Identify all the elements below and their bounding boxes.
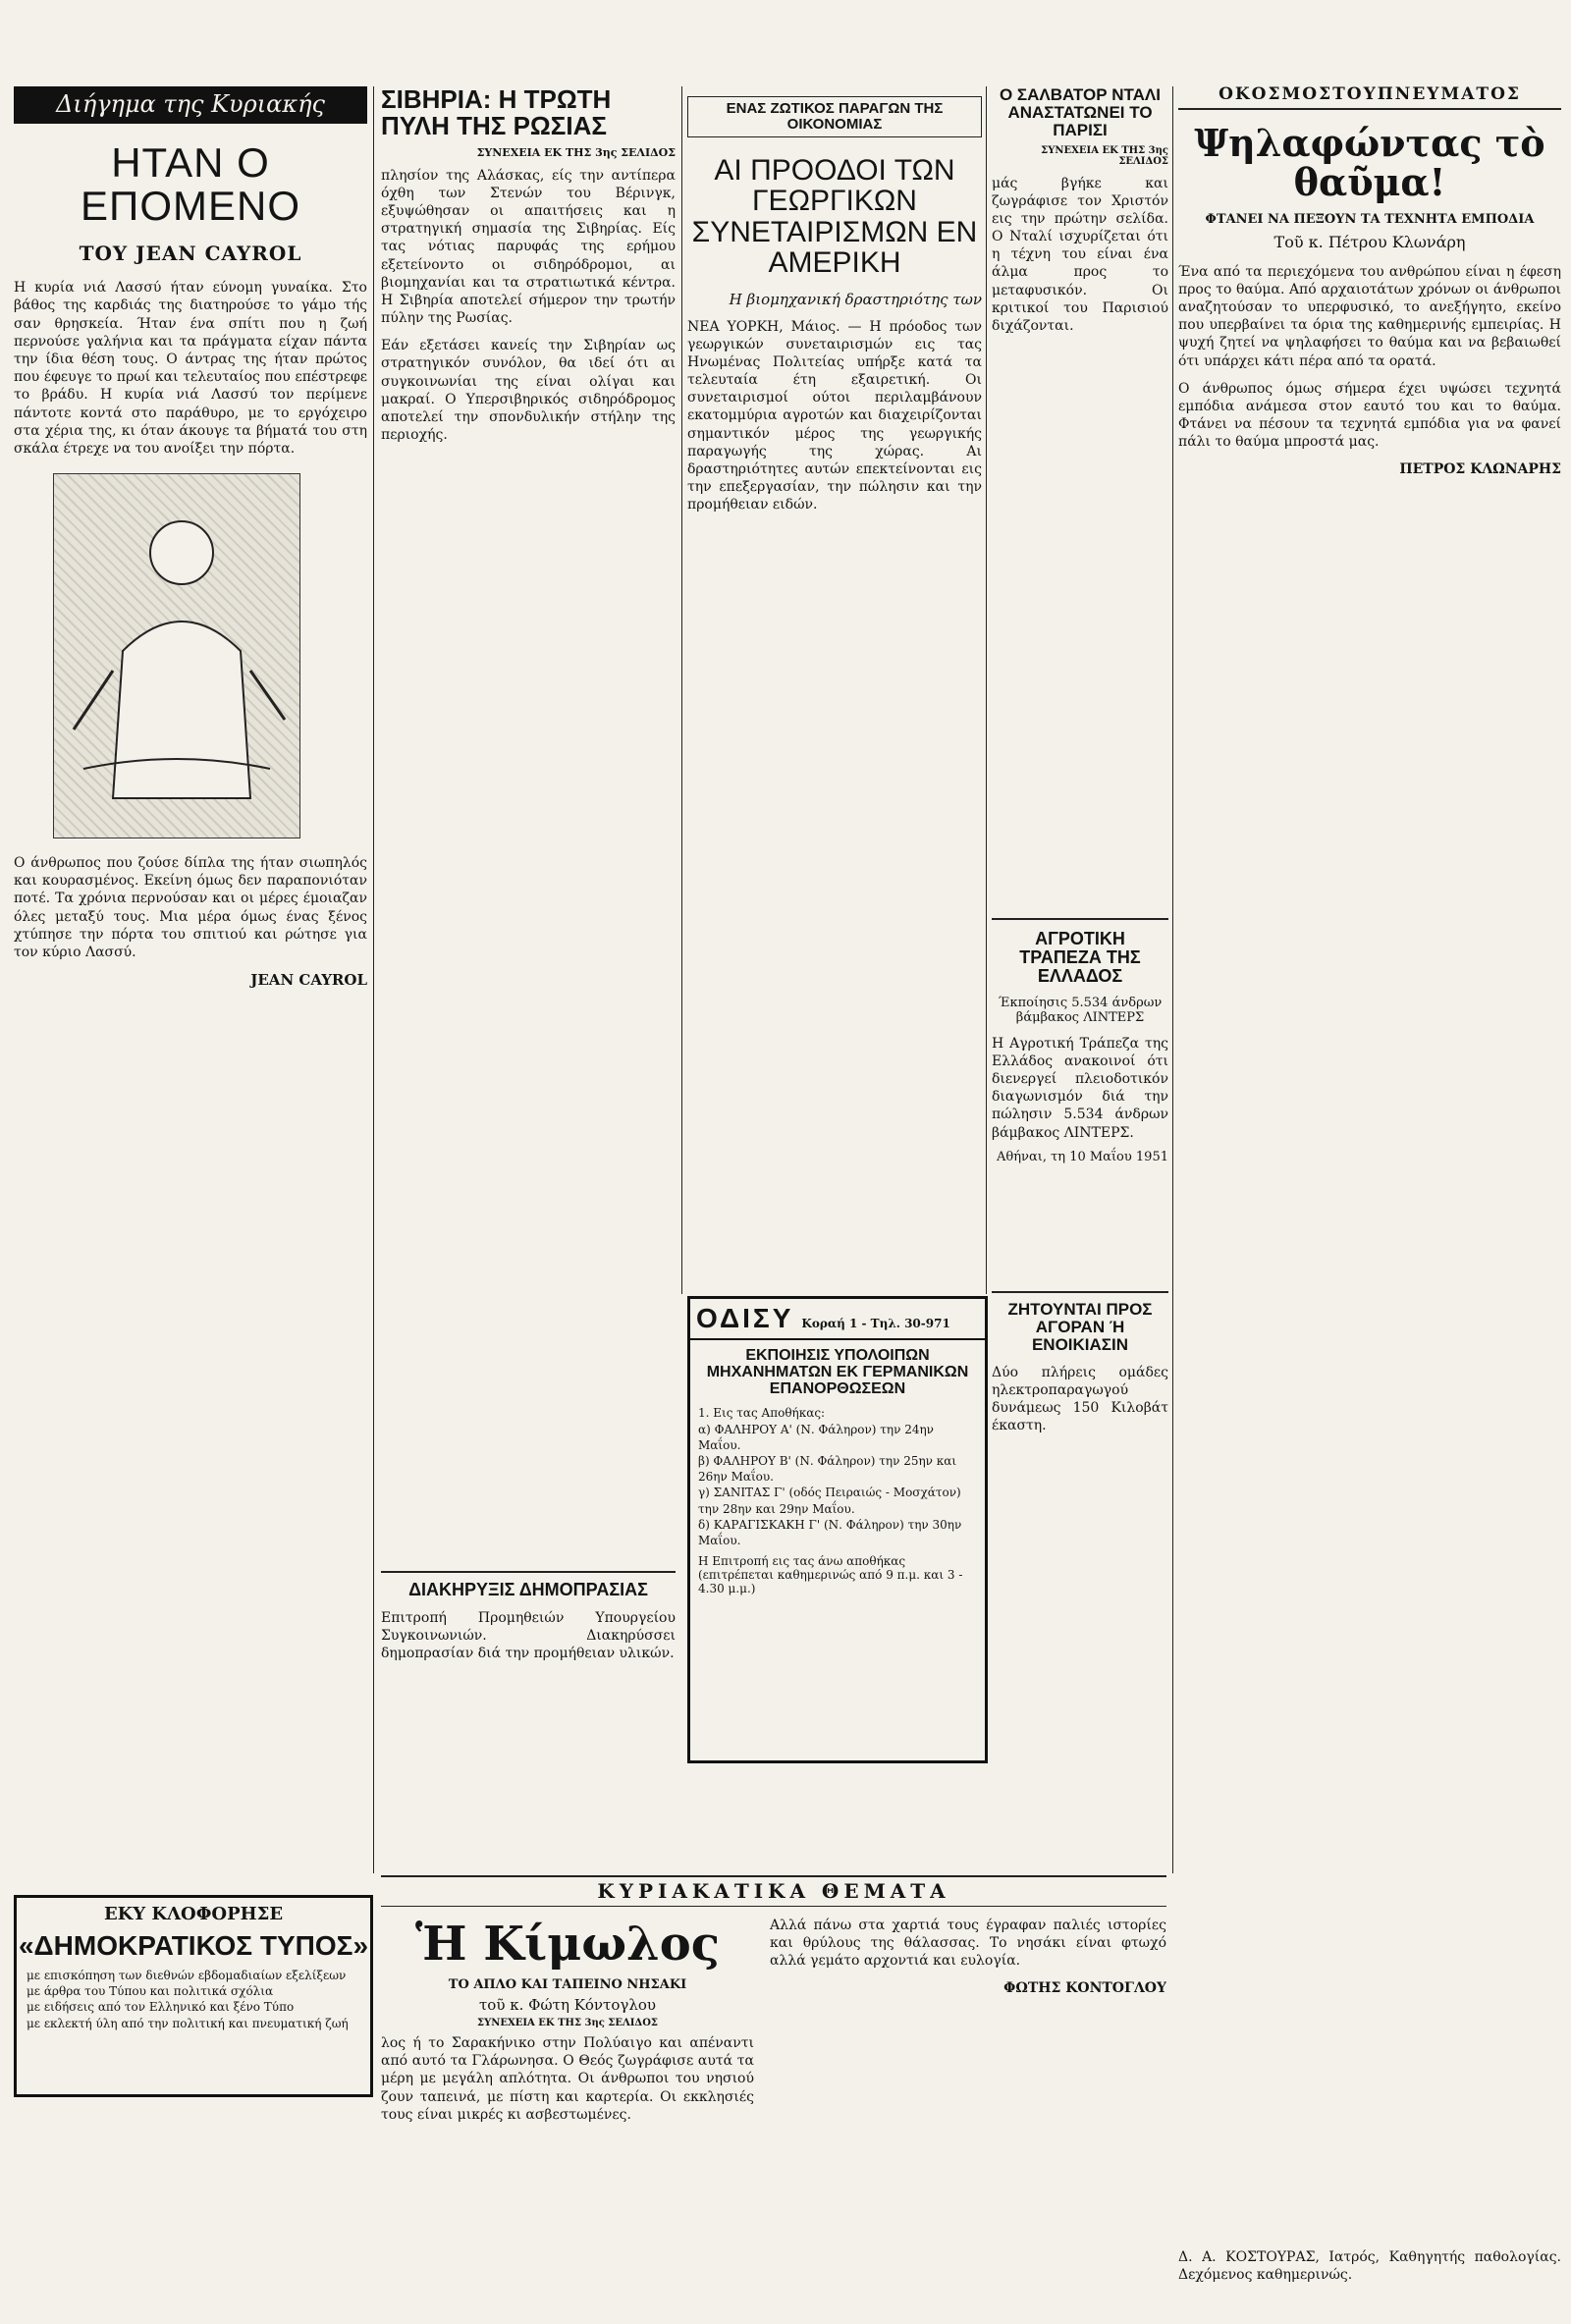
kimolos-title: Ἡ Κίμωλος xyxy=(415,1917,720,1972)
story-banner xyxy=(14,86,367,124)
spirit-banner: ΟΚΟΣΜΟΣΤΟΥΠΝΕΥΜΑΤΟΣ xyxy=(1178,86,1561,110)
dimokratikos-item: με άρθρα του Τύπου και πολιτικά σχόλια xyxy=(27,1984,274,1999)
doctor-notice-body: Δ. Α. ΚΟΣΤΟΥΡΑΣ, Ιατρός, Καθηγητής παθολογίας. Δεχόμενος καθημερινώς. xyxy=(1178,2249,1561,2284)
auction-body: Επιτροπή Προμηθειών Υπουργείου Συγκοινωνιών. Διακηρύσσει δημοπρασίαν διά την προμήθειαν υλικών. xyxy=(381,1609,676,1662)
auction-notice xyxy=(381,1571,676,1858)
cooperatives-article xyxy=(687,96,982,1294)
spirit-article xyxy=(1178,86,1561,1873)
story-signature: JEAN CAYROL xyxy=(250,971,367,990)
spirit-body-2: Ο άνθρωπος όμως σήμερα έχει υψώσει τεχνητά εμπόδια ανάμεσα στον εαυτό του και το θαύμα. Φτάνει να πέσουν τα τεχνητά εμπόδια για να φανεί πάλι το θαύμα μπροστά μας. xyxy=(1178,380,1561,451)
kimolos-byline: τοῦ κ. Φώτη Κόντογλου xyxy=(478,1996,656,2014)
kimolos-body-2: Αλλά πάνω στα χαρτιά τους έγραφαν παλιές ιστορίες και θρύλους της θάλασσας. Το νησάκι είναι φτωχό αλλά γεμάτο αρχοντιά και ευλογία. xyxy=(770,1918,1166,1970)
story-title: ΗΤΑΝ Ο ΕΠΟΜΕΝΟ xyxy=(80,139,300,230)
illustration-figure-icon xyxy=(54,474,299,838)
story-illustration xyxy=(53,473,300,838)
odisy-title: ΕΚΠΟΙΗΣΙΣ ΥΠΟΛΟΙΠΩΝ ΜΗΧΑΝΗΜΑΤΩΝ ΕΚ ΓΕΡΜΑΝΙΚΩΝ ΕΠΑΝΟΡΘΩΣΕΩΝ xyxy=(706,1347,969,1397)
column-divider xyxy=(1172,86,1173,1873)
dimokratikos-typos-advertisement xyxy=(14,1895,373,2097)
agricultural-bank-notice xyxy=(992,918,1168,1293)
odisy-item: α) ΦΑΛΗΡΟΥ Α' (Ν. Φάληρον) την 24ην Μαΐου. xyxy=(698,1422,934,1452)
spirit-subtitle: ΦΤΑΝΕΙ ΝΑ ΠΕΞΟΥΝ ΤΑ ΤΕΧΝΗΤΑ ΕΜΠΟΔΙΑ xyxy=(1205,211,1535,227)
column-divider xyxy=(986,86,987,1294)
kimolos-body: λος ή το Σαρακήνικο στην Πολύαιγο και απέναντι από αυτό τα Γλάρωνησα. Ο Θεός ζωγράφισε αυτά τα μέρη με μεγάλη απλότητα. Οι άνθρωποι του νησιού ζουν ταπεινά, με πίστη και καρτερία. Οι εκκλησιές τους είναι μικρές κι ασβεστωμένες. xyxy=(381,2035,754,2123)
siberia-title: ΣΙΒΗΡΙΑ: Η ΤΡΩΤΗ ΠΥΛΗ ΤΗΣ ΡΩΣΙΑΣ xyxy=(381,86,612,141)
spirit-byline: Τοῦ κ. Πέτρου Κλωνάρη xyxy=(1273,232,1466,251)
odisy-item: 1. Εις τας Αποθήκας: xyxy=(698,1406,826,1421)
spirit-body: Ένα από τα περιεχόμενα του ανθρώπου είναι η έφεση προς το θαύμα. Από αρχαιοτάτων χρόνων οι άνθρωποι αναζητούσαν το υπερφυσικό, το ανεξήγητο, εκείνο που υπερβαίνει τα όρια της καθημερινής εμπειρίας. Η ψυχή ζητεί να ψηλαφήσει το θαύμα και να βεβαιωθεί ότι υπάρχει κάτι πέρα από τα ορατά. xyxy=(1178,263,1561,369)
siberia-body: πλησίον της Αλάσκας, είς την αντίπερα όχθη των Στενών του Βέρινγκ, εξυψώθησαν οι απαιτήσεις και η στρατηγική σημασία της Σιβηρίας. Είς τας νότιας παρυφάς της ερήμου εξετείνοντο οι σιδηρόδρομοι, αι βιομηχανίαι και τα στρατιωτικά κέντρα. Η Σιβηρία αποτελεί σήμερον την τρωτήν πύλην της Ρωσίας. xyxy=(381,167,676,327)
dimokratikos-item: με επισκόπηση των διεθνών εβδομαδιαίων εξελίξεων xyxy=(27,1969,347,1982)
kimolos-banner: ΚΥΡΙΑΚΑΤΙΚΑ ΘΕΜΑΤΑ xyxy=(381,1877,1166,1907)
column-divider xyxy=(373,86,374,1873)
dali-continuation: ΣΥΝΕΧΕΙΑ ΕΚ ΤΗΣ 3ης ΣΕΛΙΔΟΣ xyxy=(1041,144,1168,167)
wanted-body: Δύο πλήρεις ομάδες ηλεκτροπαραγωγού δυνάμεως 150 Κιλοβάτ έκαστη. xyxy=(992,1364,1168,1434)
dimokratikos-title: «ΔΗΜΟΚΡΑΤΙΚΟΣ ΤΥΠΟΣ» xyxy=(18,1930,369,1961)
kimolos-signature: ΦΩΤΗΣ ΚΟΝΤΟΓΛΟΥ xyxy=(1003,1979,1166,1996)
dimokratikos-top: ΕΚΥ ΚΛΟΦΟΡΗΣΕ xyxy=(103,1904,284,1924)
bank-title: ΑΓΡΟΤΙΚΗ ΤΡΑΠΕΖΑ ΤΗΣ ΕΛΛΑΔΟΣ xyxy=(1019,929,1141,986)
story-column xyxy=(14,86,367,1682)
cooperatives-subtitle: Η βιομηχανική δραστηριότης των xyxy=(729,290,982,308)
auction-title: ΔΙΑΚΗΡΥΞΙΣ ΔΗΜΟΠΡΑΣΙΑΣ xyxy=(408,1580,648,1599)
odisy-item: β) ΦΑΛΗΡΟΥ Β' (Ν. Φάληρον) την 25ην και 26ην Μαΐου. xyxy=(698,1453,957,1485)
kimolos-continuation: ΣΥΝΕΧΕΙΑ ΕΚ ΤΗΣ 3ης ΣΕΛΙΔΟΣ xyxy=(477,2018,658,2028)
dali-title: Ο ΣΑΛΒΑΤΟΡ ΝΤΑΛΙ ΑΝΑΣΤΑΤΩΝΕΙ ΤΟ ΠΑΡΙΣΙ xyxy=(999,86,1161,139)
wanted-title: ΖΗΤΟΥΝΤΑΙ ΠΡΟΣ ΑΓΟΡΑΝ Ή ΕΝΟΙΚΙΑΣΙΝ xyxy=(1007,1300,1153,1354)
cooperatives-kicker: ΕΝΑΣ ΖΩΤΙΚΟΣ ΠΑΡΑΓΩΝ ΤΗΣ ΟΙΚΟΝΟΜΙΑΣ xyxy=(687,96,982,137)
odisy-address: Κοραή 1 - Τηλ. 30-971 xyxy=(801,1317,950,1330)
spirit-title: Ψηλαφώντας τὸ θαῦμα! xyxy=(1194,120,1545,204)
odisy-brand: ΟΔΙΣΥ xyxy=(696,1303,794,1333)
dimokratikos-item: με εκλεκτή ύλη από την πολιτική και πνευματική ζωή xyxy=(27,2016,349,2030)
odisy-footer: Η Επιτροπή εις τας άνω αποθήκας (επιτρέπεται καθημερινώς από 9 π.μ. και 3 - 4.30 μ.μ.) xyxy=(698,1554,963,1596)
siberia-body-2: Εάν εξετάσει κανείς την Σιβηρίαν ως στρατηγικόν συνόλον, θα ιδεί ότι αι συγκοινωνίαι της είναι ολίγαι και μακραί. Ο Υπερσιβηρικός σιδηρόδρομος αποτελεί την σπονδυλικήν στήλην της περιοχής. xyxy=(381,338,676,444)
bank-subtitle: Έκποίησις 5.534 άνδρων βάμβακος ΛΙΝΤΕΡΣ xyxy=(998,995,1163,1025)
dimokratikos-item: με ειδήσεις από τον Ελληνικό και ξένο Τύπο xyxy=(27,2000,295,2015)
odisy-item: γ) ΣΑΝΙΤΑΣ Γ' (οδός Πειραιώς - Μοσχάτον) την 28ην και 29ην Μαΐου. xyxy=(698,1486,961,1516)
spirit-signature: ΠΕΤΡΟΣ ΚΛΩΝΑΡΗΣ xyxy=(1399,460,1561,477)
story-body: Η κυρία νιά Λασσύ ήταν εύνομη γυναίκα. Στο βάθος της καρδιάς της διατηρούσε το γάμο τής σαν θρησκεία. Ήταν ένα σπίτι που η ζωή περνούσε γαλήνια και τα πράγματα είχαν πάντα την ίδια θέση τους. Ο άντρας της ήταν πρώτος που έφευγε το πρωί και τελευταίος που επέστρεφε το βράδυ. Η κυρία νιά Λασσύ τον περίμενε πάντοτε κοντά στο παράθυρο, με το εργόχειρο στα χέρια της, κι όταν άκουγε τα βήματά του στη σκάλα έτρεχε να του ανοίξει την πόρτα. xyxy=(14,280,367,457)
wanted-notice xyxy=(992,1291,1168,1804)
kimolos-article xyxy=(381,1875,1166,2319)
dali-body: μάς βγήκε και ζωγράφισε τον Χριστόν εις την πρώτην σελίδα. Ο Νταλί ισχυρίζεται ότι η τέχνη του είναι ένα άλμα προς το μεταφυσικόν. Οι κριτικοί του Παρισιού διχάζονται. xyxy=(992,175,1168,335)
story-body-2: Ο άνθρωπος που ζούσε δίπλα της ήταν σιωπηλός και κουρασμένος. Εκείνη όμως δεν παραπονιόταν ποτέ. Τα χρόνια περνούσαν και οι μέρες έμοιαζαν όλες μεταξύ τους. Μια μέρα όμως ένας ξένος χτύπησε την πόρτα του σπιτιού και ρώτησε για τον κύριο Λασσύ. xyxy=(14,855,367,960)
bank-body: Η Αγροτική Τράπεζα της Ελλάδος ανακοινοί ότι διενεργεί πλειοδοτικόν διαγωνισμόν διά την πώλησιν 5.534 άνδρων βάμβακος ΛΙΝΤΕΡΣ. xyxy=(992,1035,1168,1141)
cooperatives-title: ΑΙ ΠΡΟΟΔΟΙ ΤΩΝ ΓΕΩΡΓΙΚΩΝ ΣΥΝΕΤΑΙΡΙΣΜΩΝ ΕΝ ΑΜΕΡΙΚΗ xyxy=(691,153,978,279)
bank-date: Αθήναι, τη 10 Μαΐου 1951 xyxy=(997,1149,1168,1164)
odisy-advertisement xyxy=(687,1296,988,1763)
odisy-item: δ) ΚΑΡΑΓΙΣΚΑΚΗ Γ' (Ν. Φάληρον) την 30ην Μαΐου. xyxy=(698,1517,962,1547)
kimolos-subtitle: ΤΟ ΑΠΛΟ ΚΑΙ ΤΑΠΕΙΝΟ ΝΗΣΑΚΙ xyxy=(448,1977,687,1992)
dali-article xyxy=(992,86,1168,911)
doctor-notice xyxy=(1178,2248,1561,2307)
cooperatives-body: ΝΕΑ ΥΟΡΚΗ, Μάιος. — Η πρόοδος των γεωργικών συνεταιρισμών εις τας Ηνωμένας Πολιτείας υπήρξε κατά τα τελευταία έτη εξαιρετική. Οι συνεταιρισμοί ούτοι περιλαμβάνουν εκατομμύρια αγροτών και διαχειρίζονται σημαντικόν μέρος της γεωργικής παραγωγής της χώρας. Αι δραστηριότητες αυτών επεκτείνονται εις την επεξεργασίαν, την πώλησιν και την προμήθειαν ειδών. xyxy=(687,318,982,513)
story-byline: ΤΟΥ JEAN CAYROL xyxy=(79,242,302,266)
siberia-article xyxy=(381,86,676,1648)
siberia-continuation: ΣΥΝΕΧΕΙΑ ΕΚ ΤΗΣ 3ης ΣΕΛΙΔΟΣ xyxy=(476,145,676,159)
story-banner-text: Διήγημα της Κυριακής xyxy=(56,90,325,118)
column-divider xyxy=(681,86,682,1294)
